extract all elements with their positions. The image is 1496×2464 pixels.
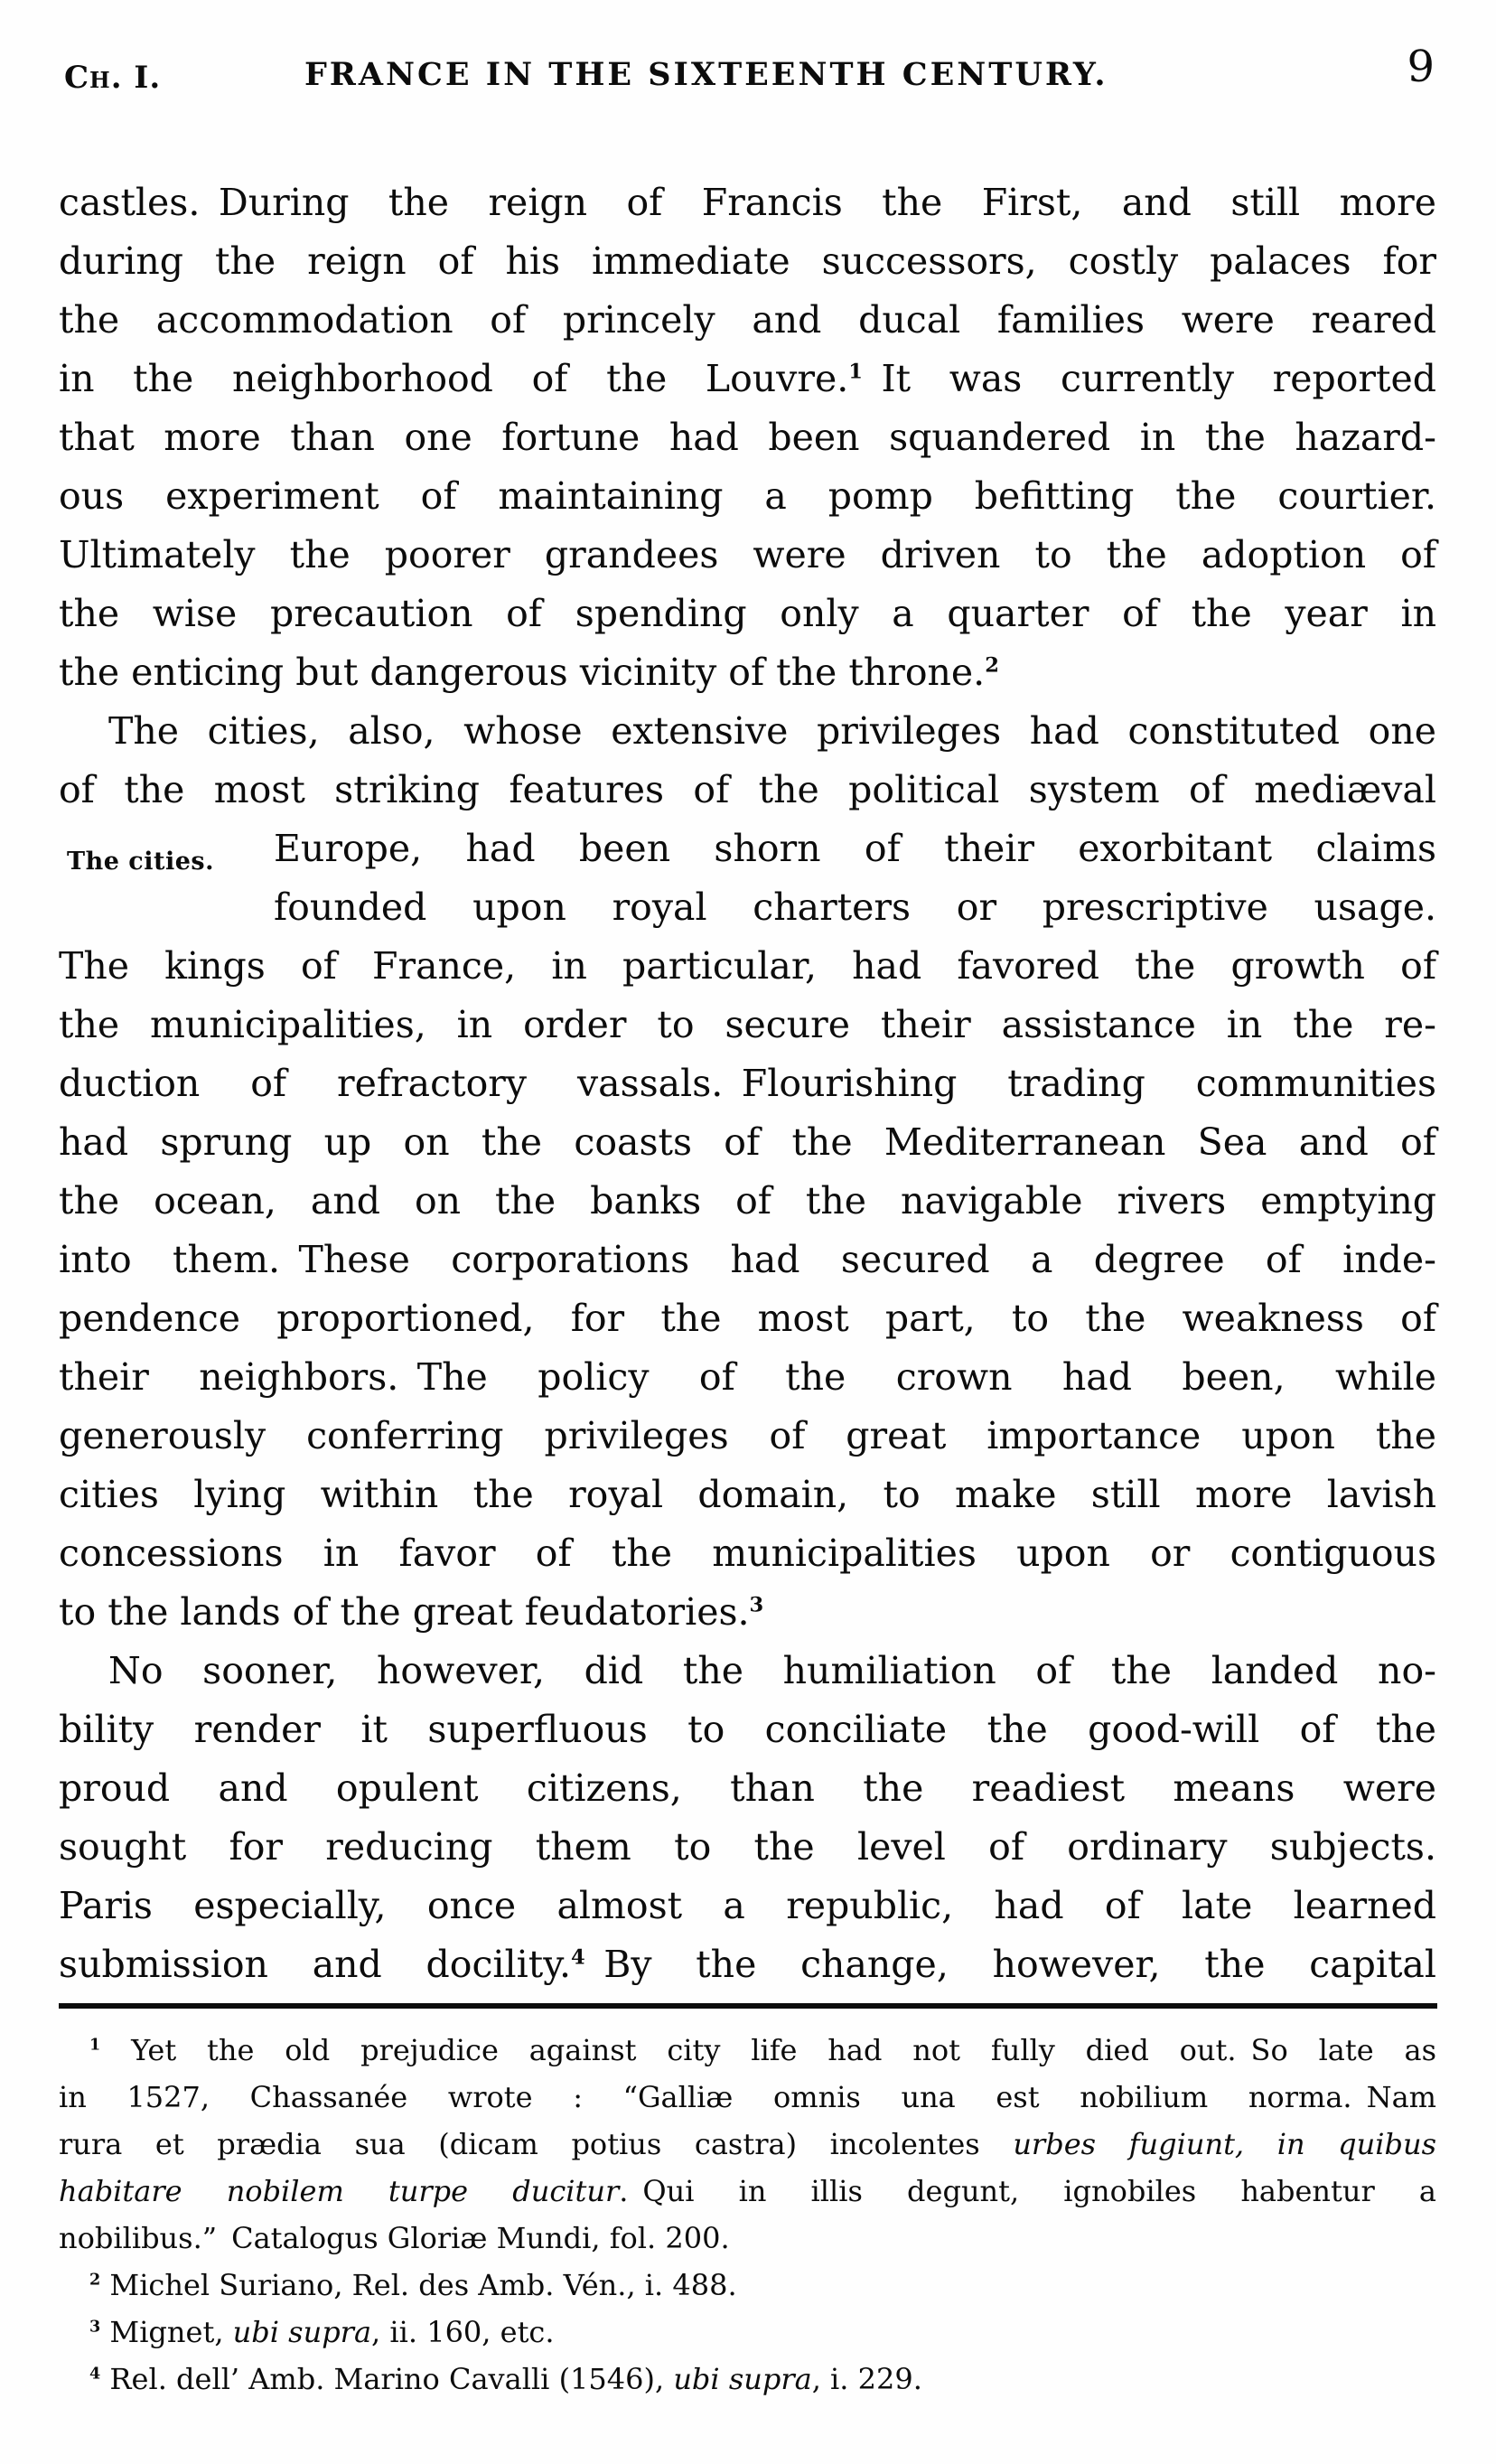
- footnote-line: nobilibus.” Catalogus Gloriæ Mundi, fol. 200.: [59, 2221, 730, 2255]
- body-line: The kings of France, in particular, had favored the growth of: [59, 944, 1436, 988]
- body-line: that more than one fortune had been squandered in the hazard-: [59, 416, 1436, 459]
- footnote-line: in 1527, Chassanée wrote : “Galliæ omnis una est nobilium norma. Nam: [59, 2080, 1436, 2114]
- body-line: founded upon royal charters or prescriptive usage.: [274, 885, 1436, 929]
- body-line: into them. These corporations had secured a degree of inde-: [59, 1238, 1436, 1281]
- body-line: sought for reducing them to the level of ordinary subjects.: [59, 1825, 1436, 1869]
- footnote-marker: 2: [985, 653, 999, 678]
- footnote-marker: 3: [89, 2317, 101, 2337]
- body-line: the enticing but dangerous vicinity of the throne.$^2$: [59, 651, 999, 694]
- body-line: No sooner, however, did the humiliation of the landed no-: [108, 1649, 1436, 1692]
- footnote-line: habitare nobilem turpe ducitur. Qui in illis degunt, ignobiles habentur a: [59, 2174, 1436, 2208]
- page-number: 9: [1407, 42, 1435, 92]
- margin-note: The cities.: [67, 848, 215, 876]
- running-title: FRANCE IN THE SIXTEENTH CENTURY.: [304, 56, 1108, 93]
- body-line: cities lying within the royal domain, to make still more lavish: [59, 1473, 1436, 1516]
- body-line: proud and opulent citizens, than the readiest means were: [59, 1766, 1436, 1810]
- chapter-label: Ch. I.: [64, 60, 162, 96]
- footnote-line: $^2$ Michel Suriano, Rel. des Amb. Vén., i. 488.: [89, 2268, 737, 2302]
- footnote-line: $^4$ Rel. dell’ Amb. Marino Cavalli (1546), ubi supra, i. 229.: [89, 2362, 922, 2396]
- footnote-marker: 3: [749, 1593, 764, 1617]
- body-line: castles. During the reign of Francis the First, and still more: [59, 181, 1436, 224]
- running-header: [59, 42, 1436, 123]
- body-line: of the most striking features of the political system of mediæval: [59, 768, 1436, 811]
- footnote-marker: 4: [570, 1945, 585, 1970]
- body-line: in the neighborhood of the Louvre.$^1$ It was currently reported: [59, 357, 1436, 400]
- body-line: pendence proportioned, for the most part, to the weakness of: [59, 1297, 1436, 1340]
- body-line: The cities, also, whose extensive privileges had constituted one: [108, 709, 1436, 753]
- body-line: the ocean, and on the banks of the navigable rivers emptying: [59, 1179, 1436, 1223]
- body-line: their neighbors. The policy of the crown had been, while: [59, 1355, 1436, 1399]
- body-line: ous experiment of maintaining a pomp befitting the courtier.: [59, 474, 1436, 518]
- footnotes: [59, 2027, 1436, 2403]
- body-line: generously conferring privileges of great importance upon the: [59, 1414, 1436, 1457]
- footnote-marker: 2: [89, 2270, 101, 2290]
- body-line: the wise precaution of spending only a quarter of the year in: [59, 592, 1436, 635]
- footnote-line: $^1$ Yet the old prejudice against city life had not fully died out. So late as: [89, 2033, 1436, 2067]
- body-text: [59, 173, 1436, 1994]
- body-line: the accommodation of princely and ducal families were reared: [59, 298, 1436, 342]
- body-line: submission and docility.$^4$ By the change, however, the capital: [59, 1943, 1436, 1986]
- body-line: Europe, had been shorn of their exorbitant claims: [274, 827, 1436, 870]
- footnote-line: $^3$ Mignet, ubi supra, ii. 160, etc.: [89, 2315, 555, 2349]
- body-line: concessions in favor of the municipalities upon or contiguous: [59, 1532, 1436, 1575]
- footnote-line: rura et prædia sua (dicam potius castra) incolentes urbes fugiunt, in quibus: [59, 2127, 1436, 2161]
- footnote-marker: 1: [848, 360, 863, 384]
- footnote-marker: 1: [89, 2035, 101, 2055]
- body-line: the municipalities, in order to secure their assistance in the re-: [59, 1003, 1436, 1046]
- footnote-separator: [59, 2003, 1437, 2009]
- body-line: to the lands of the great feudatories.$^3$: [59, 1590, 764, 1634]
- body-line: had sprung up on the coasts of the Mediterranean Sea and of: [59, 1120, 1436, 1164]
- body-line: bility render it superfluous to conciliate the good-will of the: [59, 1708, 1436, 1751]
- body-line: duction of refractory vassals. Flourishing trading communities: [59, 1062, 1436, 1105]
- footnote-marker: 4: [89, 2364, 101, 2384]
- body-line: Ultimately the poorer grandees were driven to the adoption of: [59, 533, 1436, 576]
- body-line: Paris especially, once almost a republic, had of late learned: [59, 1884, 1436, 1927]
- body-line: during the reign of his immediate successors, costly palaces for: [59, 239, 1436, 283]
